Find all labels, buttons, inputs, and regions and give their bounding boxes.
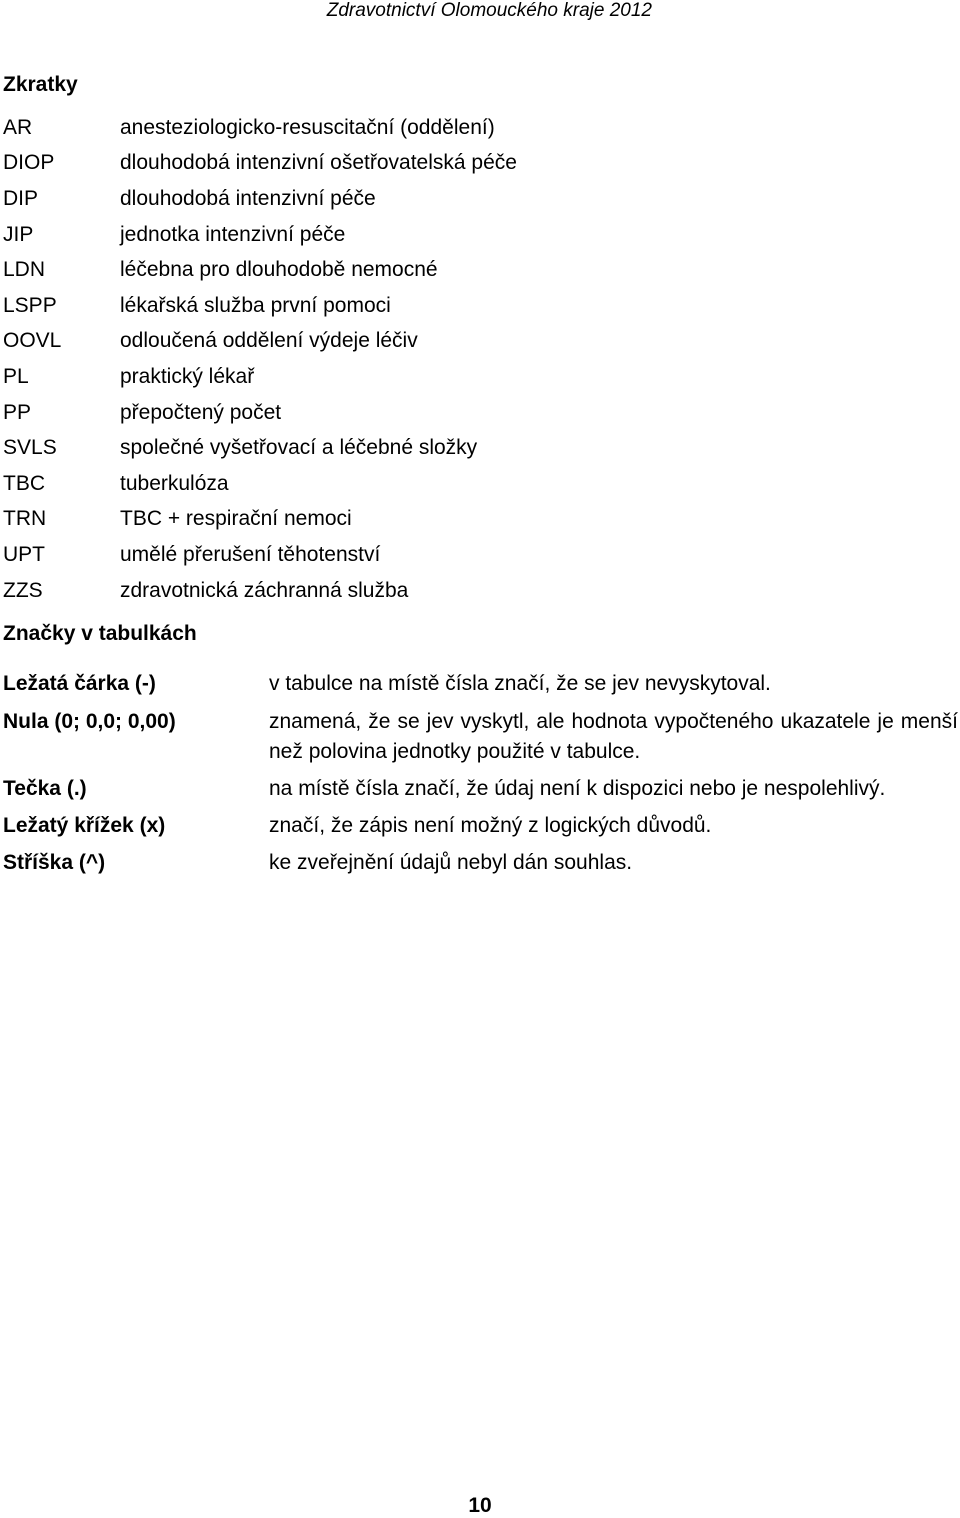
abbreviation-code: SVLS — [3, 436, 57, 460]
signs-title: Značky v tabulkách — [3, 622, 197, 645]
sign-description: znamená, že se jev vyskytl, ale hodnota vypočteného ukazatele je menší než polovina jednotky použité v tabulce. — [269, 710, 958, 763]
abbreviation-meaning: praktický lékař — [120, 364, 255, 388]
abbreviation-code: OOVL — [3, 329, 62, 353]
abbreviation-meaning: jednotka intenzivní péče — [120, 222, 346, 246]
abbreviation-code: PL — [3, 364, 29, 388]
abbreviation-meaning: společné vyšetřovací a léčebné složky — [120, 436, 478, 460]
abbreviation-row — [3, 430, 943, 466]
abbreviation-row — [3, 181, 943, 217]
abbreviation-meaning: dlouhodobá intenzivní péče — [120, 186, 376, 210]
sign-row — [3, 774, 958, 804]
page-number: 10 — [468, 1494, 492, 1517]
sign-row — [3, 848, 958, 878]
abbreviation-meaning: léčebna pro dlouhodobě nemocné — [120, 258, 438, 282]
abbreviation-meaning: lékařská služba první pomoci — [120, 293, 391, 317]
abbreviation-code: LDN — [3, 258, 46, 282]
abbreviation-code: AR — [3, 115, 33, 139]
abbreviation-code: TRN — [3, 507, 47, 531]
abbreviation-meaning: anesteziologicko-resuscitační (oddělení) — [120, 115, 495, 139]
sign-row — [3, 669, 958, 699]
sign-label: Ležatá čárka (-) — [3, 672, 156, 695]
sign-row — [3, 811, 958, 841]
abbreviation-code: JIP — [3, 222, 34, 246]
abbreviation-row — [3, 217, 943, 253]
abbreviation-code: DIP — [3, 186, 39, 210]
abbreviation-row — [3, 146, 943, 182]
abbreviation-code: DIOP — [3, 151, 55, 175]
abbreviation-meaning: zdravotnická záchranná služba — [120, 578, 409, 602]
abbreviation-code: PP — [3, 400, 32, 424]
sign-description: značí, že zápis není možný z logických důvodů. — [269, 814, 712, 837]
abbreviation-code: LSPP — [3, 293, 57, 317]
abbreviation-row — [3, 110, 943, 146]
abbreviation-row — [3, 573, 943, 609]
abbreviation-row — [3, 359, 943, 395]
abbreviation-row — [3, 324, 943, 360]
abbreviation-row — [3, 502, 943, 538]
abbreviation-row — [3, 288, 943, 324]
abbreviation-row — [3, 537, 943, 573]
signs-list — [3, 669, 958, 878]
abbreviation-meaning: TBC + respirační nemoci — [120, 507, 352, 531]
sign-description: na místě čísla značí, že údaj není k dispozici nebo je nespolehlivý. — [269, 777, 886, 800]
running-header: Zdravotnictví Olomouckého kraje 2012 — [326, 0, 652, 21]
abbreviation-meaning: dlouhodobá intenzivní ošetřovatelská péče — [120, 151, 517, 175]
abbreviation-code: UPT — [3, 542, 45, 566]
abbreviations-list — [3, 110, 943, 608]
abbreviation-meaning: umělé přerušení těhotenství — [120, 542, 381, 566]
sign-label: Ležatý křížek (x) — [3, 814, 166, 837]
abbreviation-meaning: tuberkulóza — [120, 471, 229, 495]
abbreviation-meaning: odloučená oddělení výdeje léčiv — [120, 329, 418, 353]
sign-label: Tečka (.) — [3, 777, 87, 800]
abbreviation-row — [3, 466, 943, 502]
abbreviations-title: Zkratky — [3, 73, 78, 96]
sign-description: v tabulce na místě čísla značí, že se jev nevyskytoval. — [269, 672, 771, 695]
sign-row — [3, 707, 958, 767]
abbreviation-row — [3, 395, 943, 431]
sign-label: Nula (0; 0,0; 0,00) — [3, 710, 176, 733]
abbreviation-meaning: přepočtený počet — [120, 400, 282, 424]
sign-label: Stříška (^) — [3, 851, 106, 874]
abbreviation-code: TBC — [3, 471, 45, 495]
sign-description: ke zveřejnění údajů nebyl dán souhlas. — [269, 851, 633, 874]
abbreviation-code: ZZS — [3, 578, 43, 602]
abbreviation-row — [3, 252, 943, 288]
